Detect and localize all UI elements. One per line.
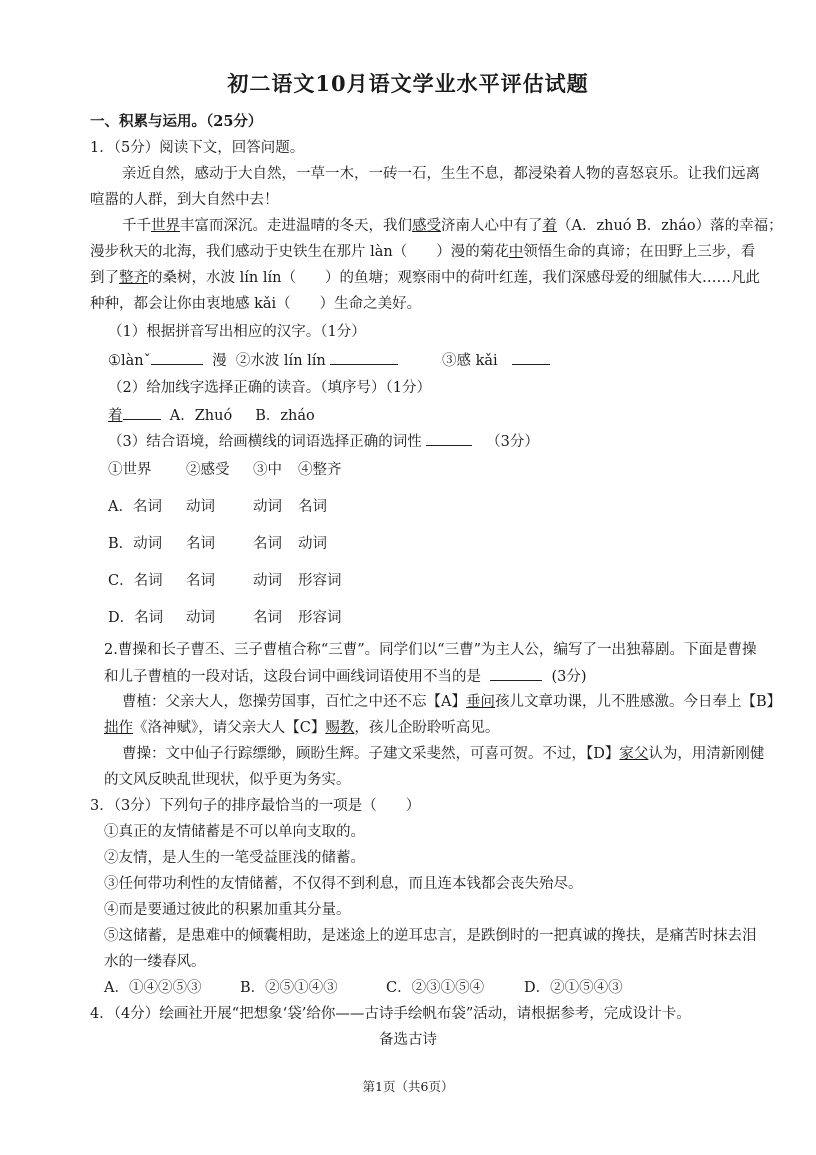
q1-subquestion: （1）根据拼音写出相应的汉字。（1分） — [108, 324, 366, 340]
q2-dialogue-line: 曹植：父亲大人，您操劳国事，百忙之中还不忘【A】垂问孩儿文章功课，儿不胜感激。今日奉上【B】 — [122, 694, 782, 710]
word-item: ④整齐 — [298, 462, 342, 478]
q2-heading-line2: 和儿子曹植的一段对话，这段台词中画线词语使用不当的是 (3分) — [104, 666, 586, 687]
answer-blank[interactable] — [123, 405, 161, 420]
q1-passage-line: 到了整齐的桑树，水波 lín lín（ ）的鱼塘；观察雨中的荷叶红莲，我们深感母爱的细腻伟大……凡此 — [90, 270, 760, 286]
q1-fill-row: ①lànˇ 漫 ②水波 lín lín — [108, 350, 398, 371]
option-cell: 动词 — [253, 499, 282, 515]
q1-fill-row-c: ③感 kǎi — [442, 350, 550, 371]
option-cell: 动词 — [186, 499, 215, 515]
option-a[interactable]: A．名词 — [108, 499, 162, 515]
option-cell: 动词 — [298, 536, 327, 552]
answer-blank[interactable] — [330, 350, 398, 365]
underlined-word: 垂问 — [465, 694, 495, 710]
q1-subquestion: （3）结合语境，给画横线的词语选择正确的词性 （3分） — [108, 431, 539, 452]
q4-subheading: 备选古诗 — [379, 1032, 437, 1048]
option-cell: 动词 — [253, 573, 282, 589]
option-cell: 形容词 — [298, 573, 342, 589]
q2-heading: 2.曹操和长子曹丕、三子曹植合称“三曹”。同学们以“三曹”为主人公，编写了一出独幕剧。下面是曹操 — [104, 642, 757, 658]
q3-sentence: ⑤这储蓄，是患难中的倾囊相助，是迷途上的逆耳忠言，是跌倒时的一把真诚的搀扶，是痛苦时抹去泪 — [104, 928, 757, 944]
answer-blank[interactable] — [151, 350, 203, 365]
q1-passage-line: 种种，都会让你由衷地感 kǎi（ ）生命之美好。 — [90, 296, 422, 312]
option-c[interactable]: C．名词 — [108, 573, 163, 589]
underlined-word: 整齐 — [119, 270, 148, 286]
q1-passage-line: 亲近自然，感动于大自然，一草一木，一砖一石，生生不息，都浸染着人物的喜怒哀乐。让我们远离 — [122, 166, 760, 182]
q2-dialogue-line: 拙作《洛神赋》，请父亲大人【C】赐教，孩儿企盼聆听高见。 — [104, 720, 500, 736]
option-cell: 名词 — [253, 610, 282, 626]
word-item: ③中 — [253, 462, 282, 478]
option-cell: 名词 — [253, 536, 282, 552]
q3-option-b[interactable]: B．②⑤①④③ — [240, 980, 338, 996]
q2-dialogue-line: 曹操：文中仙子行踪缥缈，顾盼生辉。子建文采斐然，可喜可贺。不过，【D】家父认为，用清新刚健 — [122, 746, 765, 762]
option-cell: 名词 — [186, 573, 215, 589]
section-heading: 一、积累与运用。（25分） — [90, 113, 263, 130]
q1-passage-line: 喧嚣的人群，到大自然中去！ — [90, 192, 279, 208]
q4-heading: 4．（4分）绘画社开展“把想象‘袋’给你——古诗手绘帆布袋”活动，请根据参考，完成设计卡。 — [90, 1006, 691, 1022]
underlined-word: 赐教 — [325, 720, 355, 736]
option-cell: 名词 — [186, 536, 215, 552]
word-item: ①世界 — [108, 462, 152, 478]
exam-title: 初二语文10月语文学业水平评估试题 — [227, 71, 589, 96]
q3-sentence: 水的一缕春风。 — [104, 954, 206, 970]
q3-sentence: ③任何带功利性的友情储蓄，不仅得不到利息，而且连本钱都会丧失殆尽。 — [104, 876, 583, 892]
option-d[interactable]: D．名词 — [108, 610, 164, 626]
q3-sentence: ①真正的友情储蓄是不可以单向支取的。 — [104, 824, 365, 840]
q1-passage-line: 漫步秋天的北海，我们感动于史铁生在那片 làn（ ）漫的菊花中领悟生命的真谛；在田野上三步，看 — [90, 244, 756, 260]
q1-heading: 1．（5分）阅读下文，回答问题。 — [90, 140, 305, 156]
underlined-word: 感受 — [412, 218, 441, 234]
q1-subquestion: （2）给加线字选择正确的读音。（填序号）（1分） — [108, 380, 431, 396]
underlined-word: 世界 — [151, 218, 180, 234]
q1-pronunciation-row: 着 A．Zhuó B．zháo — [108, 405, 315, 426]
answer-blank[interactable] — [512, 350, 550, 365]
underlined-word: 家父 — [619, 746, 649, 762]
q2-dialogue-line: 的文风反映乱世现状，似乎更为务实。 — [104, 772, 351, 788]
q3-heading: 3．（3分）下列句子的排序最恰当的一项是（ ） — [90, 798, 421, 814]
q3-option-a[interactable]: A．①④②⑤③ — [104, 980, 202, 996]
page-footer: 第1页（共6页） — [362, 1079, 454, 1094]
q3-option-d[interactable]: D．②①⑤④③ — [524, 980, 623, 996]
option-cell: 动词 — [186, 610, 215, 626]
q1-passage-line: 千千世界丰富而深沉。走进温晴的冬天，我们感受济南人心中有了着（A．zhuó B．zháo）落的幸福； — [122, 218, 783, 234]
q3-sentence: ④而是要通过彼此的积累加重其分量。 — [104, 902, 351, 918]
answer-blank[interactable] — [426, 431, 472, 446]
option-cell: 形容词 — [298, 610, 342, 626]
q3-option-c[interactable]: C．②③①⑤④ — [386, 980, 485, 996]
underlined-word: 中 — [508, 244, 524, 260]
underlined-word: 拙作 — [104, 720, 133, 736]
option-cell: 名词 — [298, 499, 327, 515]
q3-sentence: ②友情，是人生的一笔受益匪浅的储蓄。 — [104, 850, 365, 866]
answer-blank[interactable] — [490, 666, 542, 681]
option-b[interactable]: B．动词 — [108, 536, 163, 552]
word-item: ②感受 — [186, 462, 230, 478]
underlined-word: 着 — [542, 218, 557, 234]
